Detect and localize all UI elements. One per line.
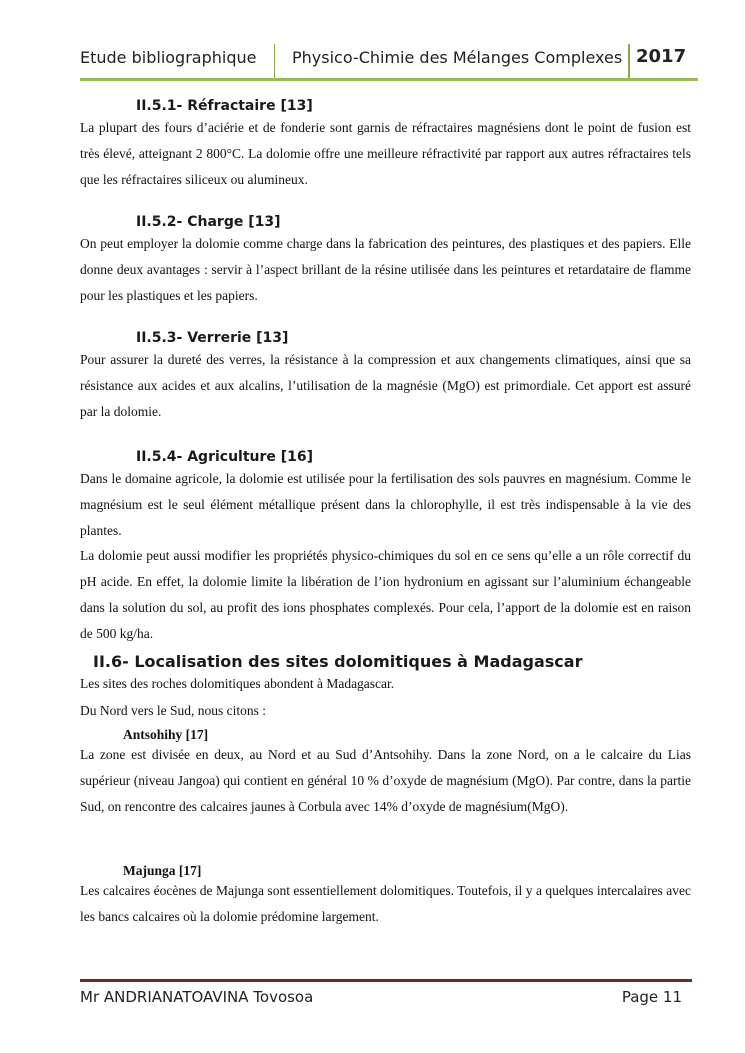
header-middle-title: Physico-Chimie des Mélanges Complexes <box>292 48 623 67</box>
subsection-heading: Antsohihy [17] <box>123 727 209 742</box>
body-line: Du Nord vers le Sud, nous citons : <box>80 703 266 718</box>
section-heading: II.5.3- Verrerie [13] <box>136 330 289 346</box>
section-paragraph: La dolomie peut aussi modifier les propriétés physico-chimiques du sol en ce sens qu’elle a un rôle correctif du pH acide. En effet, la dolomie limite la libération de l’ion hydronium en agissant sur l’aluminium échangeable dans la solution du sol, au profit des ions phosphates complexés. Pour cela, l’apport de la dolomie est en raison de 500 kg/ha. <box>80 548 691 641</box>
section-heading: II.6- Localisation des sites dolomitiques à Madagascar <box>93 652 583 671</box>
header-year: 2017 <box>636 46 687 67</box>
section-paragraph: On peut employer la dolomie comme charge dans la fabrication des peintures, des plastiques et des papiers. Elle donne deux avantages : servir à l’aspect brillant de la résine utilisée dans les peintures et retardataire de flamme pour les plastiques et les papiers. <box>80 236 691 303</box>
footer-page-number: Page 11 <box>621 988 682 1006</box>
header-rule <box>80 78 698 81</box>
body-line: Les sites des roches dolomitiques abondent à Madagascar. <box>80 676 395 691</box>
section-heading: II.5.1- Réfractaire [13] <box>136 98 313 114</box>
page-header <box>80 44 698 80</box>
header-divider <box>628 44 630 78</box>
subsection-heading: Majunga [17] <box>123 863 202 878</box>
footer-rule <box>80 979 692 982</box>
section-paragraph: Les calcaires éocènes de Majunga sont essentiellement dolomitiques. Toutefois, il y a quelques intercalaires avec les bancs calcaires où la dolomie prédomine largement. <box>80 883 691 924</box>
header-left-title: Etude bibliographique <box>80 48 257 67</box>
footer-author: Mr ANDRIANATOAVINA Tovosoa <box>80 988 314 1006</box>
section-paragraph: La zone est divisée en deux, au Nord et au Sud d’Antsohihy. Dans la zone Nord, on a le calcaire du Lias supérieur (niveau Jangoa) qui contient en général 10 % d’oxyde de magnésium (MgO). Par contre, dans la partie Sud, on rencontre des calcaires jaunes à Corbula avec 14% d’oxyde de magnésium(MgO). <box>80 747 691 814</box>
section-paragraph: Pour assurer la dureté des verres, la résistance à la compression et aux changements climatiques, ainsi que sa résistance aux acides et aux alcalins, l’utilisation de la magnésie (MgO) est primordiale. Cet apport est assuré par la dolomie. <box>80 352 691 419</box>
section-heading: II.5.4- Agriculture [16] <box>136 449 314 465</box>
section-heading: II.5.2- Charge [13] <box>136 214 281 230</box>
section-paragraph: Dans le domaine agricole, la dolomie est utilisée pour la fertilisation des sols pauvres en magnésium. Comme le magnésium est le seul élément métallique présent dans la chlorophylle, il est très indispensable à la vie des plantes. <box>80 471 691 538</box>
section-paragraph: La plupart des fours d’aciérie et de fonderie sont garnis de réfractaires magnésiens dont le point de fusion est très élevé, atteignant 2 800°C. La dolomie offre une meilleure réfractivité par rapport aux autres réfractaires tels que les réfractaires siliceux ou alumineux. <box>80 120 691 187</box>
header-divider <box>274 44 275 78</box>
